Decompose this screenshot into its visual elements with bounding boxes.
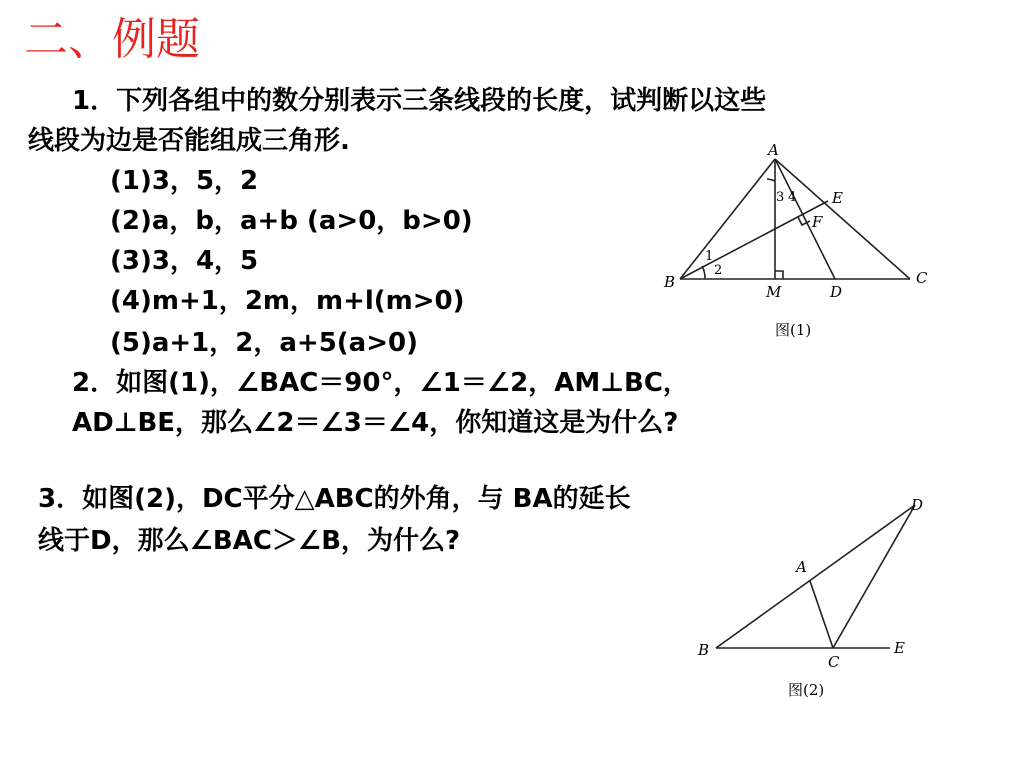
fig1-caption: 图(1) <box>775 321 812 339</box>
q2-line1: 2．如图(1)，∠BAC＝90°，∠1＝∠2，AM⊥BC， <box>72 368 689 398</box>
fig1-angle-arc-b <box>702 266 705 279</box>
fig1-side-ab <box>680 159 775 279</box>
q1-option-2: (2)a，b，a+b (a>0，b>0) <box>110 206 473 236</box>
q1-option-4: (4)m+1，2m，m+l(m>0) <box>110 286 465 316</box>
fig1-label-m: M <box>766 283 782 301</box>
fig2-label-a: A <box>796 558 807 576</box>
q3-line1: 3．如图(2)，DC平分△ABC的外角，与 BA的延长 <box>38 484 631 514</box>
fig2-label-b: B <box>698 641 710 659</box>
fig1-right-angle-m <box>775 271 783 279</box>
fig1-label-a: A <box>768 141 779 159</box>
q1-line2: 线段为边是否能组成三角形. <box>28 126 350 156</box>
fig2-segment-ac <box>810 581 833 648</box>
fig2-label-c: C <box>828 653 840 671</box>
fig1-angle-arc-a <box>767 179 775 181</box>
fig2-segment-cd <box>833 505 915 648</box>
q1-option-1: (1)3，5，2 <box>110 166 259 196</box>
q2-line2: AD⊥BE，那么∠2＝∠3＝∠4，你知道这是为什么? <box>72 408 679 438</box>
fig2-label-e: E <box>894 639 905 657</box>
fig2-segment-bd <box>716 505 915 648</box>
fig2-caption: 图(2) <box>788 681 825 699</box>
q3-line2: 线于D，那么∠BAC＞∠B，为什么? <box>38 526 461 556</box>
fig1-label-angle-4: 4 <box>788 190 797 205</box>
fig1-label-c: C <box>916 269 928 287</box>
fig1-segment-ad <box>775 159 835 279</box>
q1-option-5: (5)a+1，2，a+5(a>0) <box>110 328 418 358</box>
figure-2 <box>690 490 950 710</box>
page-title: 二、例题 <box>24 14 200 65</box>
q1-option-3: (3)3，4，5 <box>110 246 259 276</box>
fig1-label-angle-1: 1 <box>705 249 714 264</box>
fig1-label-angle-2: 2 <box>714 263 723 278</box>
fig1-label-e: E <box>832 189 843 207</box>
q1-line1: 1．下列各组中的数分别表示三条线段的长度，试判断以这些 <box>72 86 767 116</box>
figure-1 <box>650 135 950 350</box>
fig1-label-d: D <box>830 283 843 301</box>
fig2-label-d: D <box>911 496 924 514</box>
fig1-label-b: B <box>664 273 676 291</box>
fig1-label-angle-3: 3 <box>776 190 785 205</box>
fig1-label-f: F <box>812 213 823 231</box>
